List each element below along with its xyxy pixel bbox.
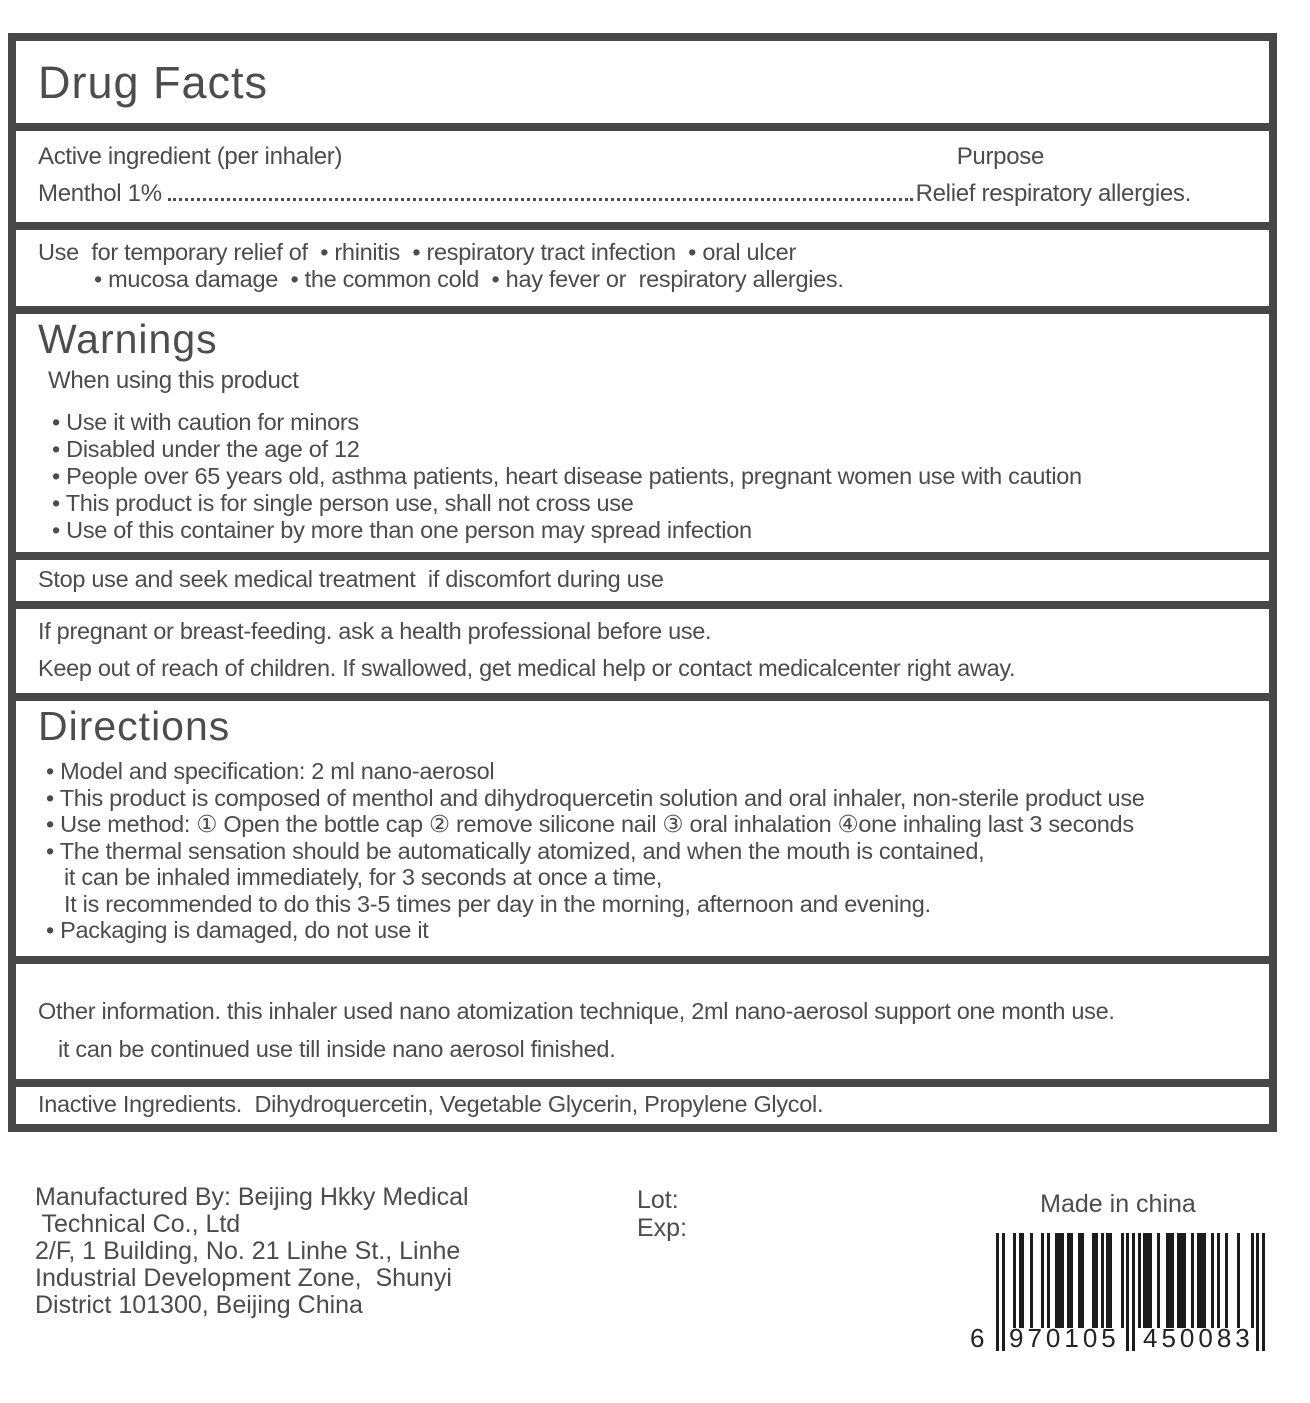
manufacturer-line: 2/F, 1 Building, No. 21 Linhe St., Linhe (35, 1237, 461, 1265)
purpose-heading: Purpose (956, 143, 1044, 170)
barcode-block (968, 1190, 1268, 1351)
stop-use-section (16, 560, 1269, 601)
direction-item: • Model and specification: 2 ml nano-aerosol (46, 758, 495, 784)
drug-facts-panel (8, 33, 1277, 1132)
manufacturer-line: Industrial Development Zone, Shunyi (35, 1264, 452, 1292)
barcode-digits-group1: 970105 (1009, 1323, 1120, 1353)
exp-label: Exp: (637, 1214, 688, 1242)
lot-exp-block (637, 1186, 687, 1242)
made-in-china-text: Made in china (1040, 1190, 1196, 1218)
uses-line: • mucosa damage • the common cold • hay fever or respiratory allergies. (94, 266, 844, 292)
directions-title: Directions (38, 703, 231, 749)
section-divider (16, 601, 1269, 609)
warning-item: • This product is for single person use, shall not cross use (52, 490, 634, 516)
direction-item: • This product is composed of menthol and dihydroquercetin solution and oral inhaler, non-sterile product use (46, 784, 1145, 811)
keep-out-of-reach-text: Keep out of reach of children. If swallowed, get medical help or contact medicalcenter right away. (38, 655, 1016, 681)
warnings-section (16, 314, 1269, 552)
other-information-text: Other information. this inhaler used nano atomization technique, 2ml nano-aerosol support one month use. (38, 997, 1115, 1024)
warning-item: • Use of this container by more than one person may spread infection (52, 517, 752, 543)
stop-use-text: Stop use and seek medical treatment if discomfort during use (38, 566, 664, 592)
direction-item: • Packaging is damaged, do not use it (46, 917, 429, 943)
uses-line: Use for temporary relief of • rhinitis • respiratory tract infection • oral ulcer (38, 239, 796, 265)
warning-item: • Use it with caution for minors (52, 409, 359, 435)
pregnancy-section (16, 609, 1269, 693)
direction-item-continuation: it can be inhaled immediately, for 3 seconds at once a time, (64, 864, 663, 890)
barcode (970, 1233, 1265, 1353)
ingredient-name: Menthol 1% (38, 180, 162, 207)
section-divider (16, 222, 1269, 230)
drug-facts-title: Drug Facts (38, 57, 269, 108)
section-divider (16, 693, 1269, 701)
section-divider (16, 123, 1269, 131)
barcode-digits-group2: 450083 (1143, 1323, 1254, 1353)
section-divider (16, 306, 1269, 314)
active-ingredient-heading: Active ingredient (per inhaler) (38, 143, 343, 170)
drug-facts-header (16, 41, 1269, 123)
warnings-title: Warnings (38, 316, 218, 362)
pregnancy-text: If pregnant or breast-feeding. ask a health professional before use. (38, 618, 712, 644)
direction-item: • Use method: ① Open the bottle cap ② remove silicone nail ③ oral inhalation ④one inhaling last 3 seconds (46, 811, 1134, 837)
direction-item: • The thermal sensation should be automatically atomized, and when the mouth is contained, (46, 837, 985, 864)
inactive-ingredients-text: Inactive Ingredients. Dihydroquercetin, Vegetable Glycerin, Propylene Glycol. (38, 1090, 824, 1117)
uses-section (16, 230, 1269, 306)
inactive-ingredients-section (16, 1087, 1269, 1124)
other-information-continuation: it can be continued use till inside nano aerosol finished. (58, 1035, 616, 1062)
manufacturer-line: Technical Co., Ltd (35, 1210, 241, 1238)
active-ingredient-section (16, 131, 1269, 222)
warnings-subtitle: When using this product (48, 367, 299, 394)
direction-item-continuation: It is recommended to do this 3-5 times per day in the morning, afternoon and evening. (64, 890, 931, 917)
warning-item: • People over 65 years old, asthma patients, heart disease patients, pregnant women use with caution (52, 463, 1082, 489)
manufacturer-line: District 101300, Beijing China (35, 1291, 363, 1319)
other-information-section (16, 964, 1269, 1079)
lot-label: Lot: (637, 1186, 679, 1214)
section-divider (16, 1079, 1269, 1087)
directions-section (16, 701, 1269, 956)
manufacturer-block (35, 1184, 469, 1319)
section-divider (16, 956, 1269, 964)
warning-item: • Disabled under the age of 12 (52, 436, 360, 462)
section-divider (16, 552, 1269, 560)
barcode-digit-first: 6 (970, 1323, 985, 1353)
dotted-leader (168, 197, 913, 201)
manufacturer-line: Manufactured By: Beijing Hkky Medical (35, 1183, 469, 1211)
purpose-value: Relief respiratory allergies. (915, 180, 1191, 207)
